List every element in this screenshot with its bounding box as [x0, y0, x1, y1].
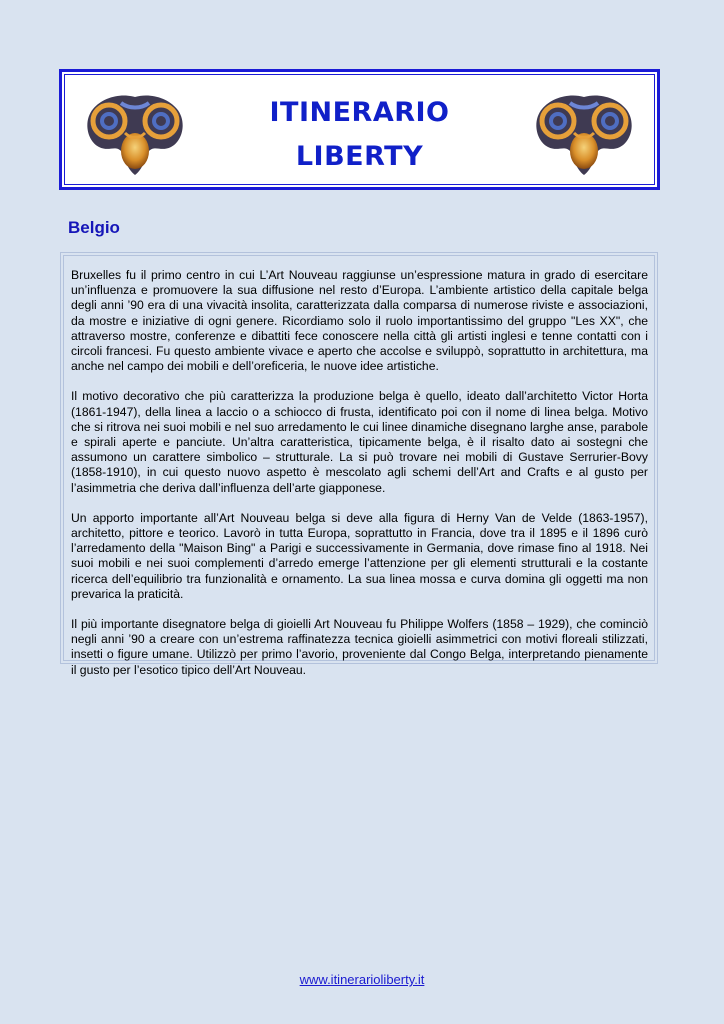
paragraph-4: Il più importante disegnatore belga di gioielli Art Nouveau fu Philippe Wolfers (1858 – 1929), che cominciò negli anni ’90 a creare con un’estrema raffinatezza tecnica gioielli asimmetrici con motivi floreali stilizzati, insetti o figure umane. Utilizzò per primo l’avorio, proveniente dal Congo Belga, interpretando pienamente il gusto per l’esotico tipico dell’Art Nouveau. [71, 617, 648, 677]
title-line-2: LIBERTY [295, 141, 424, 172]
footer [0, 972, 724, 987]
paragraph-3: Un apporto importante all’Art Nouveau belga si deve alla figura di Herny Van de Velde (1863-1957), architetto, pittore e teorico. Lavorò in tutta Europa, soprattutto in Francia, dove tra il 1895 e il 1896 curò l’arredamento della "Maison Bing" a Parigi e successivamente in Germania, dove rimase fino al 1918. Nei suoi mobili e nei suoi complementi d’arredo emerge l’attenzione per gli elementi strutturali e la costante ricerca dell’equilibrio tra funzionalità e ornamento. La sua linea mossa e curva domina gli oggetti ma non prevarica la praticità. [71, 510, 648, 601]
header-inner-frame [64, 74, 655, 185]
header-banner [59, 69, 660, 190]
title-line-1: ITINERARIO [269, 97, 450, 128]
paragraph-1: Bruxelles fu il primo centro in cui L’Art Nouveau raggiunse un’espressione matura in grado di esercitare un’influenza e promuovere la sua diffusione nel resto d’Europa. L’ambiente artistico della capitale belga degli anni ’90 era di una vivacità insolita, caratterizzata dalla comparsa di numerose riviste e associazioni, da mostre e iniziative di ogni genere. Ricordiamo solo il ruolo importantissimo del gruppo "Les XX", che attraverso mostre, conferenze e dibattiti fece conoscere nella città gli artisti inglesi e tenne contatti con i circoli francesi. Fu questo ambiente vivace e aperto che accolse e sviluppò, soprattutto in architettura, ma anche nel campo dei mobili e dell’oreficeria, le nuove idee artistiche. [71, 268, 648, 374]
section-heading: Belgio [68, 218, 120, 237]
article-body [63, 255, 655, 677]
paragraph-2: Il motivo decorativo che più caratterizza la produzione belga è quello, ideato dall’architetto Victor Horta (1861-1947), della linea a laccio o a schiocco di frusta, identificato poi con il nome di linea belga. Motivo che si ritrova nei suoi mobili e nel suo arredamento le cui linee dinamiche disegnano larghe anse, parabole e spirali aperte e panciute. Un’altra caratteristica, tipicamente belga, è il risalto dato ai sostegni che assumono un carattere simbolico – strutturale. La si può trovare nei mobili di Gustave Serrurier-Bovy (1858-1910), in cui questo nuovo aspetto è mescolato agli schemi dell’Art and Crafts e al gusto per l’asimmetria che deriva dall’influenza dell’arte giapponese. [71, 389, 648, 495]
article-box [60, 252, 658, 677]
art-nouveau-ornament-icon [530, 89, 638, 181]
website-link[interactable]: www.itinerarioliberty.it [299, 972, 425, 987]
